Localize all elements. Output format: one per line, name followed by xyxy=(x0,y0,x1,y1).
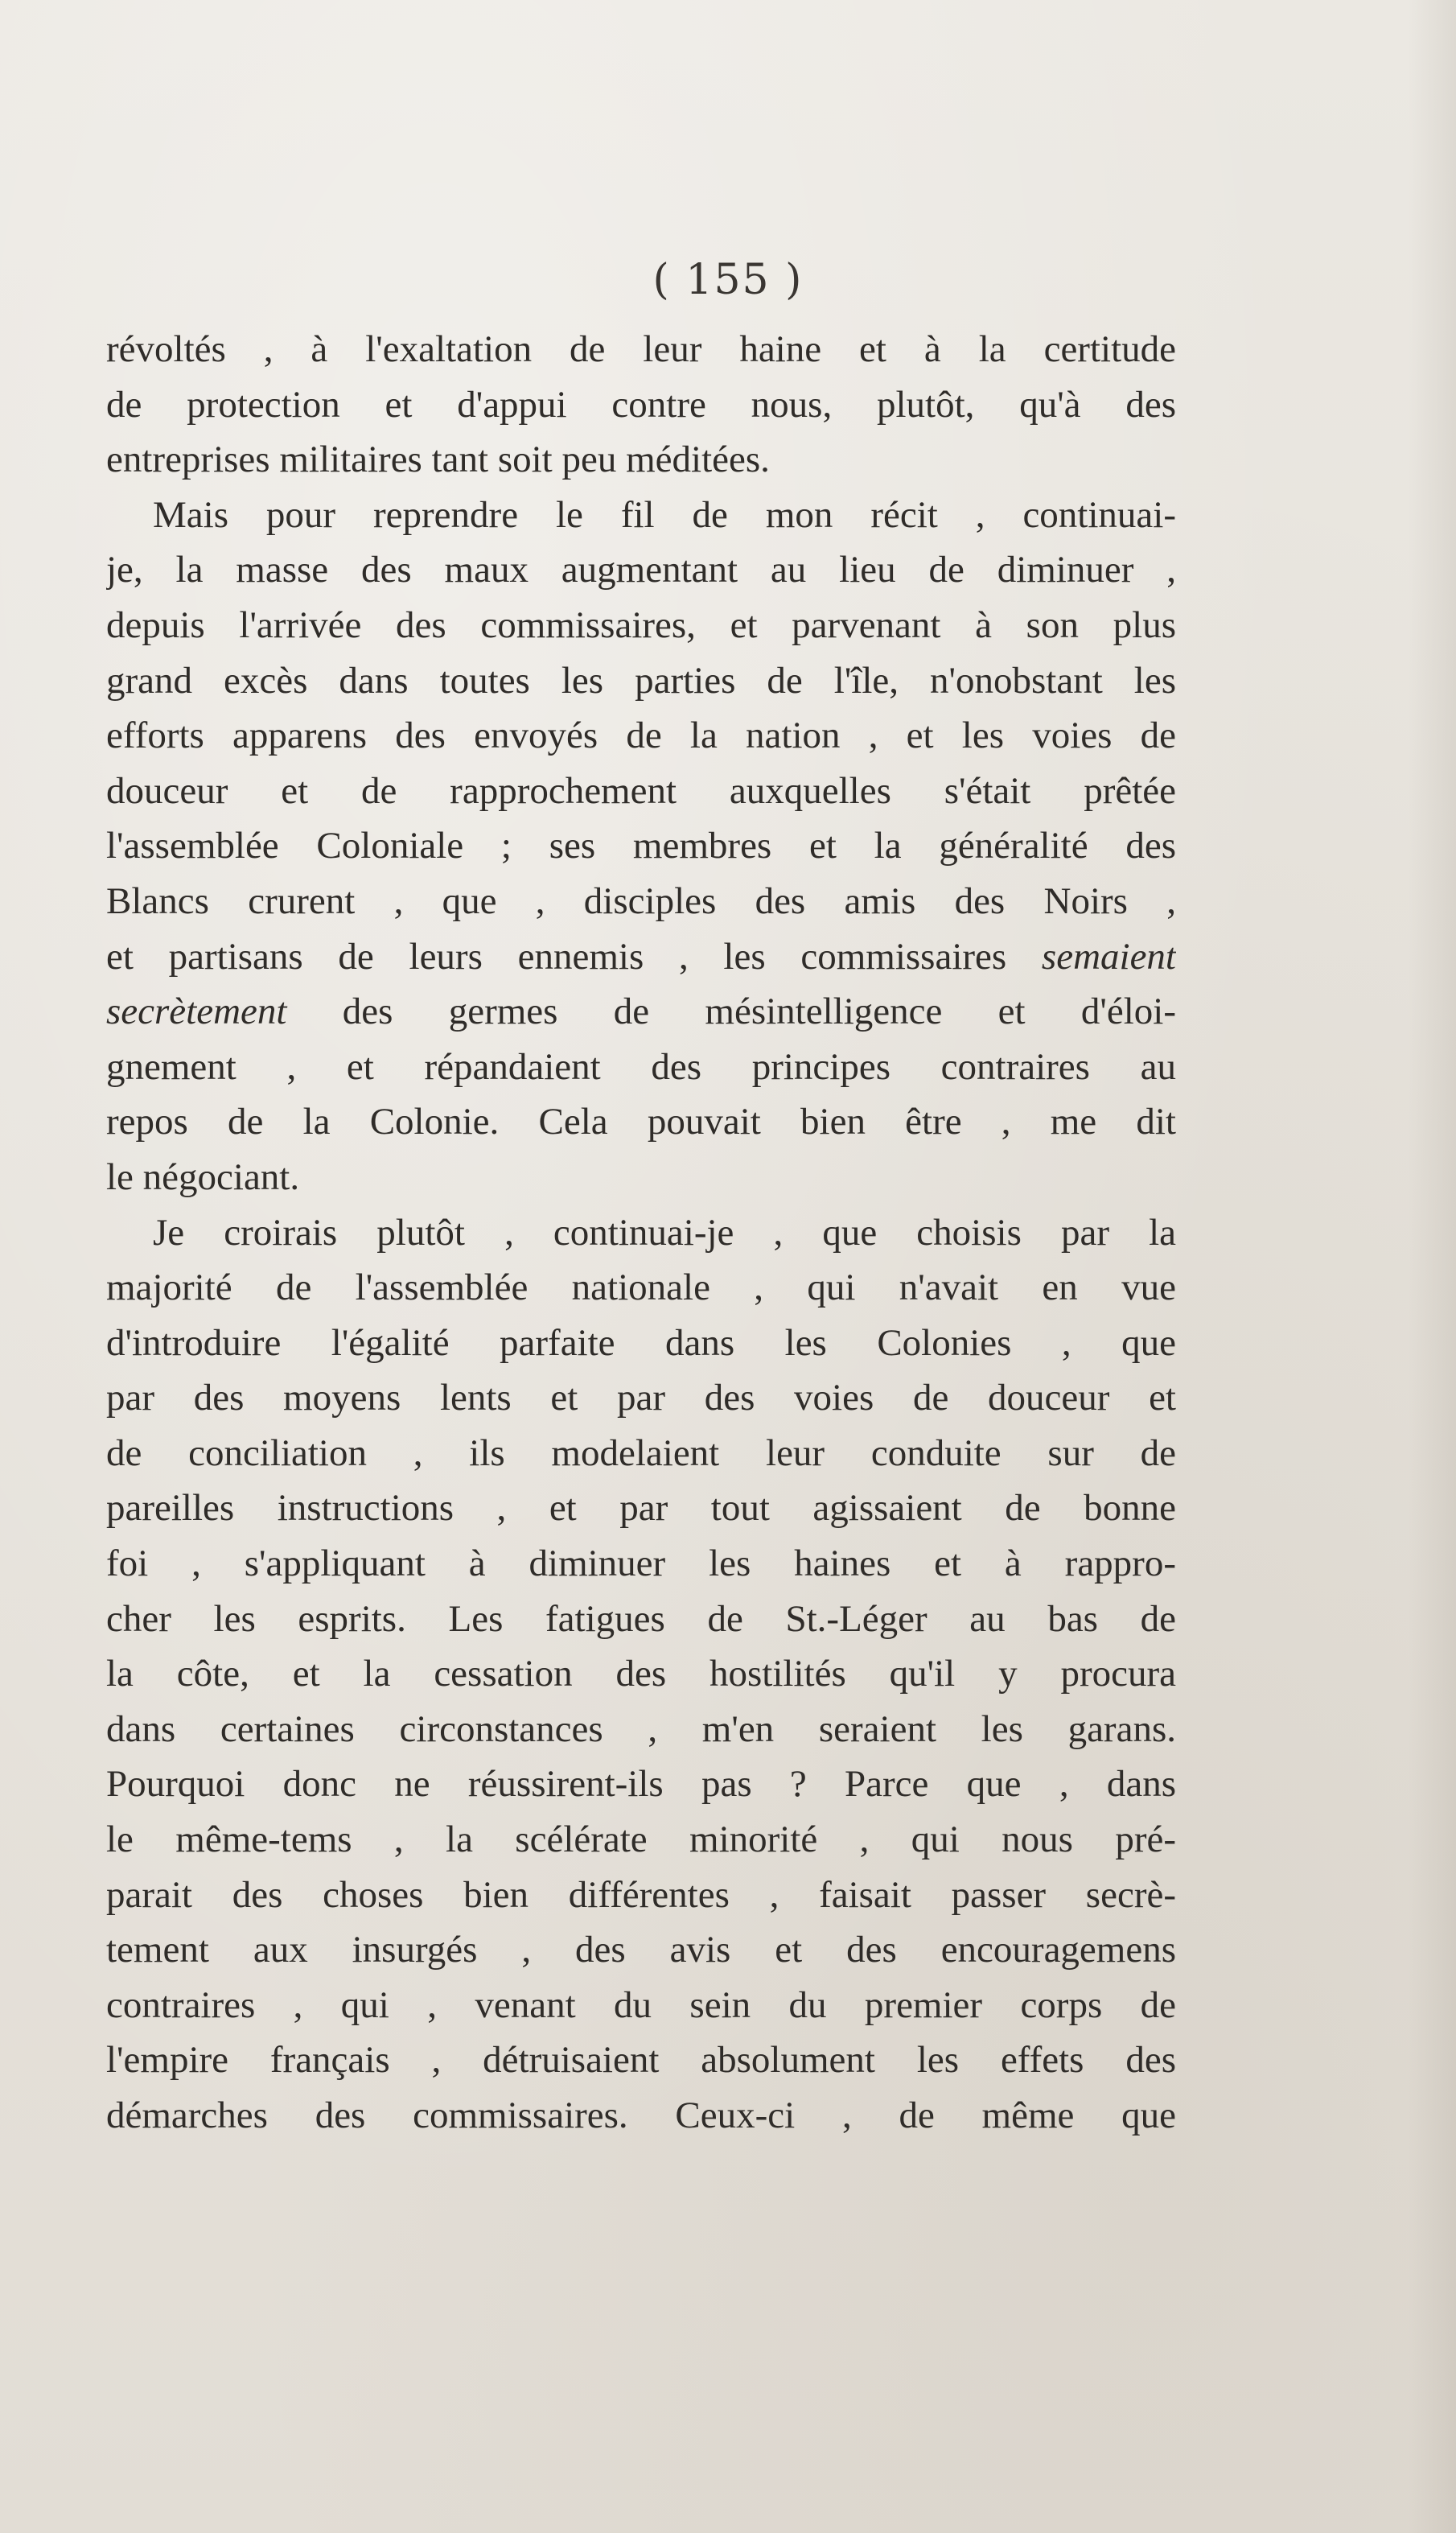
text-line: Blancs crurent , que , disciples des amis des Noirs , xyxy=(106,879,1176,922)
text-line: le même-tems , la scélérate minorité , qui nous pré- xyxy=(106,1818,1176,1861)
text-line: le négociant. xyxy=(106,1155,300,1198)
text-line: foi , s'appliquant à diminuer les haines et à rappro- xyxy=(106,1542,1176,1585)
text-line: parait des choses bien différentes , faisait passer secrè- xyxy=(106,1873,1176,1916)
text-line: efforts apparens des envoyés de la nation , et les voies de xyxy=(106,715,1176,757)
text-line: l'assemblée Coloniale ; ses membres et la généralité des xyxy=(106,825,1176,867)
text-line: cher les esprits. Les fatigues de St.-Léger au bas de xyxy=(106,1597,1176,1640)
page-edge-shadow xyxy=(1408,0,1456,2533)
text-line: d'introduire l'égalité parfaite dans les Colonies , que xyxy=(106,1321,1176,1364)
text-line: Pourquoi donc ne réussirent-ils pas ? Parce que , dans xyxy=(106,1763,1176,1806)
text-line: depuis l'arrivée des commissaires, et parvenant à son plus xyxy=(106,603,1176,646)
text-line: dans certaines circonstances , m'en seraient les garans. xyxy=(106,1707,1176,1750)
text-line: repos de la Colonie. Cela pouvait bien être , me dit xyxy=(106,1101,1176,1143)
text-line: et partisans de leurs ennemis , les commissaires semaient xyxy=(106,935,1176,978)
text-line: je, la masse des maux augmentant au lieu de diminuer , xyxy=(106,549,1176,591)
italic-text: semaient xyxy=(1041,935,1176,978)
body-text xyxy=(106,322,1176,2144)
text-line: pareilles instructions , et par tout agissaient de bonne xyxy=(106,1487,1176,1530)
text-line: gnement , et répandaient des principes contraires au xyxy=(106,1045,1176,1088)
text-line: par des moyens lents et par des voies de douceur et xyxy=(106,1377,1176,1419)
page-number: ( 155 ) xyxy=(652,256,804,304)
text-line: douceur et de rapprochement auxquelles s'était prêtée xyxy=(106,769,1176,812)
text-line: entreprises militaires tant soit peu méditées. xyxy=(106,439,770,481)
text-line: de protection et d'appui contre nous, plutôt, qu'à des xyxy=(106,383,1176,426)
text-line: tement aux insurgés , des avis et des encouragemens xyxy=(106,1929,1176,1971)
text-line: la côte, et la cessation des hostilités qu'il y procura xyxy=(106,1653,1176,1695)
text-line: Je croirais plutôt , continuai-je , que choisis par la xyxy=(153,1211,1176,1254)
italic-text: secrètement xyxy=(106,991,287,1033)
text-line: grand excès dans toutes les parties de l'île, n'onobstant les xyxy=(106,659,1176,702)
text-line: de conciliation , ils modelaient leur conduite sur de xyxy=(106,1431,1176,1474)
text-line: l'empire français , détruisaient absolument les effets des xyxy=(106,2039,1176,2082)
text-line: Mais pour reprendre le fil de mon récit , continuai- xyxy=(153,493,1176,536)
text-line: démarches des commissaires. Ceux-ci , de même que xyxy=(106,2094,1176,2136)
text-line: majorité de l'assemblée nationale , qui n'avait en vue xyxy=(106,1266,1176,1309)
text-line: révoltés , à l'exaltation de leur haine et à la certitude xyxy=(106,328,1176,370)
text-line: contraires , qui , venant du sein du premier corps de xyxy=(106,1983,1176,2026)
text-line: secrètement des germes de mésintelligence et d'éloi- xyxy=(106,991,1176,1033)
